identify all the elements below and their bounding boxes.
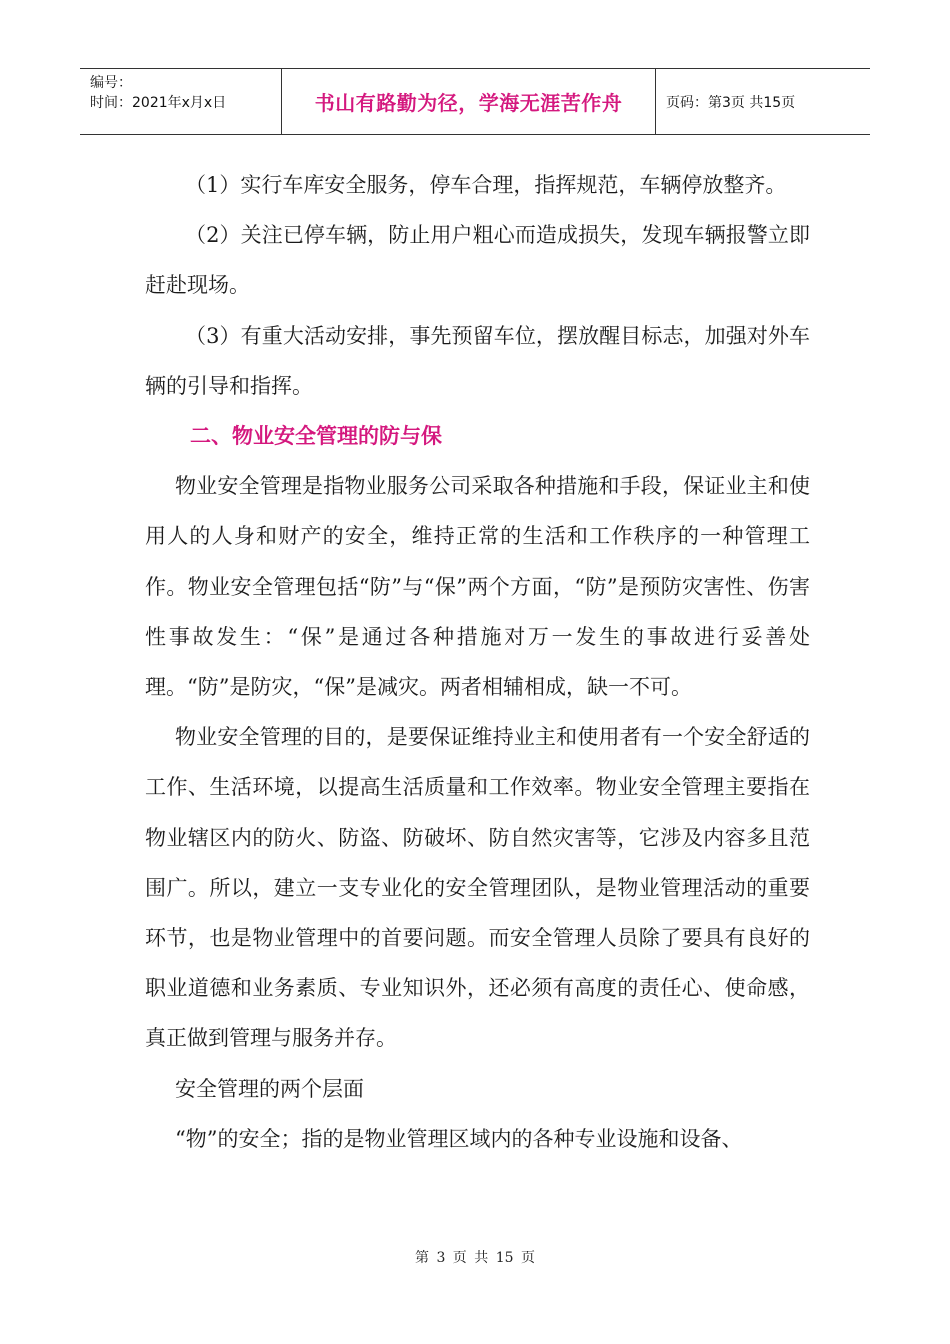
header-motto: 书山有路勤为径，学海无涯苦作舟 (282, 69, 656, 134)
list-item: （2）关注已停车辆，防止用户粗心而造成损失，发现车辆报警立即赶赴现场。 (145, 223, 810, 298)
document-body (145, 160, 810, 1164)
list-item: （3）有重大活动安排，事先预留车位，摆放醒目标志，加强对外车辆的引导和指挥。 (145, 323, 810, 398)
header-table (80, 68, 870, 135)
page-footer: 第 3 页 共 15 页 (415, 1250, 535, 1266)
document-number-label: 编号： (90, 75, 132, 91)
section-heading: 二、物业安全管理的防与保 (190, 424, 442, 449)
paragraph: 安全管理的两个层面 (175, 1076, 364, 1101)
header-meta (80, 69, 282, 134)
paragraph: “物”的安全；指的是物业管理区域内的各种专业设施和设备、 (175, 1126, 743, 1151)
header-page-info: 页码：第3页 共15页 (666, 94, 796, 111)
paragraph: 物业安全管理是指物业服务公司采取各种措施和手段，保证业主和使用人的人身和财产的安全，维持正常的生活和工作秩序的一种管理工作。物业安全管理包括“防”与“保”两个方面，“防”是预防灾害性、伤害性事故发生：“保”是通过各种措施对万一发生的事故进行妥善处理。“防”是防灾，“保”是减灾。两者相辅相成，缺一不可。 (145, 474, 810, 700)
document-date: 时间：2021年x月x日 (90, 95, 227, 111)
paragraph: 物业安全管理的目的，是要保证维持业主和使用者有一个安全舒适的工作、生活环境，以提高生活质量和工作效率。物业安全管理主要指在物业辖区内的防火、防盗、防破坏、防自然灾害等，它涉及内容多且范围广。所以，建立一支专业化的安全管理团队，是物业管理活动的重要环节，也是物业管理中的首要问题。而安全管理人员除了要具有良好的职业道德和业务素质、专业知识外，还必须有高度的责任心、使命感，真正做到管理与服务并存。 (145, 725, 810, 1051)
list-item: （1）实行车库安全服务，停车合理，指挥规范，车辆停放整齐。 (185, 173, 787, 197)
